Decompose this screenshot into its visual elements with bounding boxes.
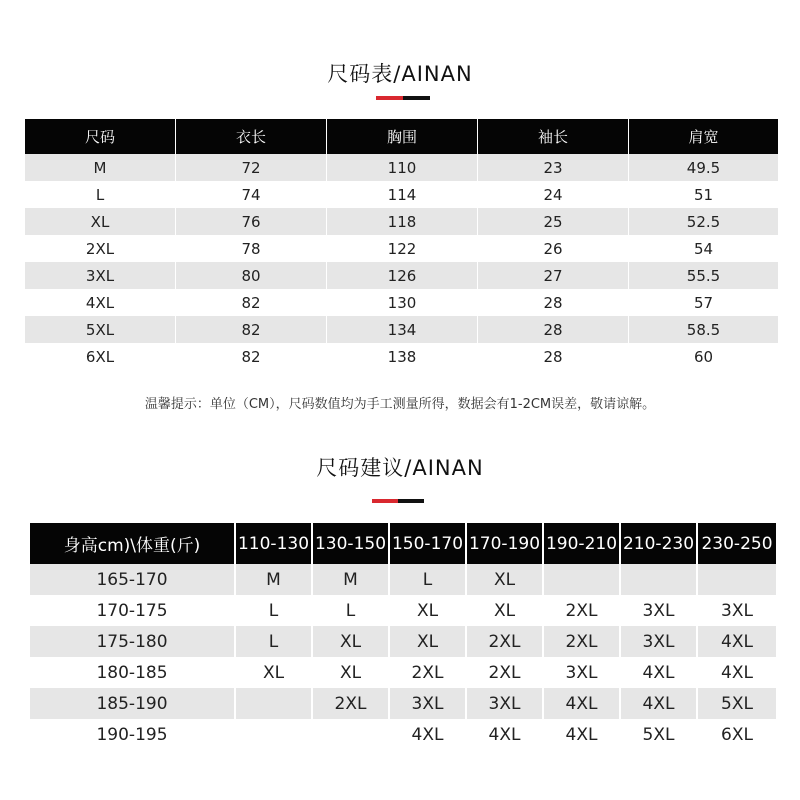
table-cell [313,719,390,750]
table-cell: 2XL [25,235,176,262]
table-cell: 2XL [544,626,621,657]
table-cell: 2XL [467,657,544,688]
table-cell: XL [25,208,176,235]
table-cell: 5XL [25,316,176,343]
table-row [25,235,778,262]
table-cell: M [313,564,390,595]
recommendation-header-cell: 130-150 [313,523,390,564]
table-cell: 82 [176,316,327,343]
table-cell: 74 [176,181,327,208]
recommendation-header-cell: 170-190 [467,523,544,564]
table-cell: 27 [478,262,629,289]
table-cell: XL [467,595,544,626]
table-cell: 180-185 [30,657,236,688]
table-cell: 110 [327,154,478,181]
table-cell: 2XL [390,657,467,688]
table-cell: 3XL [621,595,698,626]
size-recommendation-title-divider [372,499,424,503]
table-cell: 55.5 [629,262,778,289]
table-cell [236,688,313,719]
table-cell: 118 [327,208,478,235]
table-cell: 4XL [25,289,176,316]
table-cell: 4XL [544,688,621,719]
table-row [25,154,778,181]
recommendation-header-cell: 190-210 [544,523,621,564]
table-row [30,719,776,750]
table-row [30,657,776,688]
table-cell: 49.5 [629,154,778,181]
table-cell: 28 [478,316,629,343]
measurement-note: 温馨提示：单位（CM），尺码数值均为手工测量所得，数据会有1-2CM误差，敬请谅解。 [144,397,656,412]
table-cell: 138 [327,343,478,370]
table-cell: XL [390,595,467,626]
table-cell: L [25,181,176,208]
table-cell: 28 [478,343,629,370]
table-row [25,262,778,289]
table-row [30,688,776,719]
table-cell: 4XL [544,719,621,750]
table-cell: 3XL [467,688,544,719]
table-cell [621,564,698,595]
table-row [30,626,776,657]
table-cell: L [236,595,313,626]
table-cell: 185-190 [30,688,236,719]
size-chart-title-divider [376,96,430,100]
table-cell: XL [313,657,390,688]
divider-accent-segment [376,96,403,100]
table-row [25,181,778,208]
table-row [30,564,776,595]
table-cell: 2XL [467,626,544,657]
table-cell: 4XL [721,662,753,683]
table-cell: L [236,626,313,657]
table-row [25,208,778,235]
table-cell: 5XL [698,688,776,719]
size-recommendation-title: 尺码建议/AINAN [316,456,484,480]
table-cell: 82 [176,289,327,316]
table-cell: 190-195 [30,719,236,750]
table-row [30,595,776,626]
table-cell: XL [390,626,467,657]
size-chart-title: 尺码表/AINAN [327,62,473,86]
table-cell: 51 [693,185,714,204]
table-cell: 4XL [698,626,776,657]
table-cell: 76 [176,208,327,235]
table-cell: 4XL [621,657,698,688]
table-cell: 126 [327,262,478,289]
table-cell: 165-170 [30,564,236,595]
table-row [25,289,778,316]
table-cell: 4XL [467,719,544,750]
table-cell: 52.5 [629,208,778,235]
recommendation-header-cell: 110-130 [236,523,313,564]
size-chart-header-cell: 袖长 [478,119,629,154]
table-cell: 28 [478,289,629,316]
table-cell: 4XL [621,688,698,719]
recommendation-header-cell: 身高cm)\体重(斤) [30,523,236,564]
table-cell: 6XL [721,724,753,745]
table-cell: 3XL [25,262,176,289]
table-cell: 134 [327,316,478,343]
table-cell: M [25,154,176,181]
table-cell: 175-180 [30,626,236,657]
table-cell: 78 [176,235,327,262]
table-cell: L [313,595,390,626]
size-recommendation-table [30,523,776,750]
recommendation-header-cell: 230-250 [698,523,776,564]
recommendation-header-row [30,523,776,564]
size-chart-header-cell: 胸围 [327,119,478,154]
table-cell: 23 [478,154,629,181]
size-chart-header-cell: 尺码 [25,119,176,154]
table-cell: 72 [176,154,327,181]
table-cell [544,564,621,595]
table-cell: 26 [478,235,629,262]
table-cell: 54 [693,239,714,258]
recommendation-header-cell: 210-230 [621,523,698,564]
table-cell: XL [467,564,544,595]
table-cell: 2XL [544,595,621,626]
table-cell: 25 [478,208,629,235]
table-cell: 58.5 [629,316,778,343]
divider-dark-segment [403,96,430,100]
size-chart-header-cell: 衣长 [176,119,327,154]
table-row [25,316,778,343]
table-cell: 82 [176,343,327,370]
table-cell: 114 [327,181,478,208]
table-cell: 60 [693,347,714,366]
recommendation-header-cell: 150-170 [390,523,467,564]
size-chart-header-cell: 肩宽 [629,119,778,154]
table-cell: 3XL [390,688,467,719]
size-chart-header-row [25,119,778,154]
table-cell: 170-175 [30,595,236,626]
table-cell: XL [313,626,390,657]
table-cell: 80 [176,262,327,289]
table-cell: XL [236,657,313,688]
table-cell: 24 [478,181,629,208]
table-cell: 6XL [25,343,176,370]
table-cell: 4XL [390,719,467,750]
table-cell: 3XL [621,626,698,657]
table-cell: L [390,564,467,595]
table-cell: M [236,564,313,595]
divider-accent-segment [372,499,398,503]
table-row [25,343,778,370]
divider-dark-segment [398,499,424,503]
table-cell [236,719,313,750]
table-cell: 57 [693,293,714,312]
table-cell: 130 [327,289,478,316]
table-cell [698,564,776,595]
table-cell: 122 [327,235,478,262]
table-cell: 3XL [544,657,621,688]
size-chart-table [25,119,778,370]
table-cell: 5XL [621,719,698,750]
table-cell: 2XL [313,688,390,719]
table-cell: 3XL [721,600,753,621]
